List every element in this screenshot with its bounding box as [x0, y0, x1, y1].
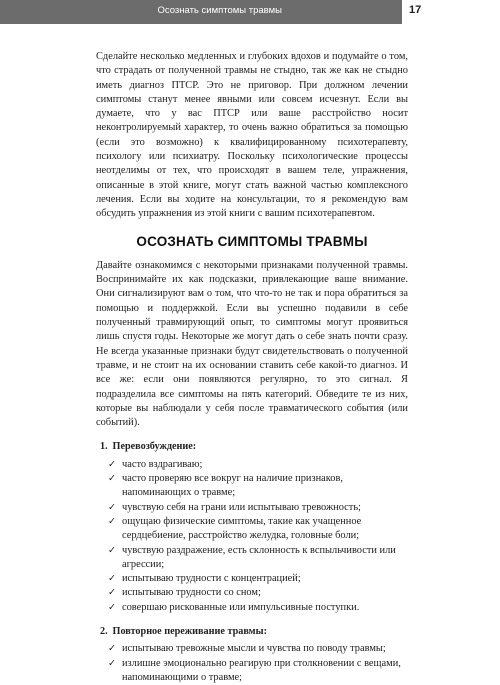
checkmark-icon: ✓	[108, 458, 116, 470]
symptom-text: чувствую себя на грани или испытываю тревожность;	[122, 501, 361, 513]
symptom-item	[100, 472, 408, 501]
checkmark-icon: ✓	[108, 473, 116, 485]
symptom-list	[100, 642, 408, 685]
header-bar	[0, 0, 402, 24]
symptom-item	[100, 515, 408, 544]
symptom-item	[100, 657, 408, 685]
checkmark-icon: ✓	[108, 643, 116, 655]
checkmark-icon: ✓	[108, 501, 116, 513]
category-title-text: Повторное переживание травмы:	[110, 625, 267, 637]
checkmark-icon: ✓	[108, 544, 116, 556]
symptom-item	[100, 572, 408, 586]
running-header	[0, 0, 500, 24]
symptom-categories	[96, 440, 408, 685]
symptom-text: совершаю рискованные или импульсивные поступки.	[122, 601, 360, 613]
symptom-item	[100, 586, 408, 600]
symptom-text: ощущаю физические симптомы, такие как учащенное сердцебиение, расстройство желудка, головные боли;	[122, 515, 362, 542]
symptom-category	[100, 625, 408, 685]
symptom-category	[100, 440, 408, 615]
symptom-text: часто вздрагиваю;	[122, 458, 203, 470]
symptom-item	[100, 601, 408, 615]
symptom-text: испытываю трудности с концентрацией;	[122, 573, 301, 585]
symptom-text: испытываю трудности со сном;	[122, 587, 261, 599]
symptom-item	[100, 501, 408, 515]
section-paragraph: Давайте ознакомимся с некоторыми признаками полученной травмы. Воспринимайте их как подсказки, привлекающие ваше внимание. Они сигнализируют вам о том, что что-то не так и пора обратиться за помощью и поддержкой. Если вы успешно подавили в себе полученный травмирующий опыт, то симптомы могут проявиться лишь спустя годы. Некоторые же могут дать о себе знать почти сразу. Не всегда указанные признаки будут свидетельствовать о полученной травме, и не стоит на их основании ставить себе какой-то диагноз. И все же: если они появляются регулярно, то это сигнал. Я подразделила все симптомы на пять категорий. Обведите те из них, которые вы наблюдали у себя после травматического события (или событий).	[96, 259, 408, 429]
category-number: 2.	[100, 625, 108, 637]
page-content	[96, 50, 408, 685]
checkmark-icon: ✓	[108, 657, 116, 669]
symptom-item	[100, 642, 408, 656]
symptom-text: часто проверяю все вокруг на наличие признаков, напоминающих о травме;	[122, 473, 343, 499]
category-title	[100, 440, 408, 454]
intro-paragraph: Сделайте несколько медленных и глубоких вдохов и подумайте о том, что страдать от полученной травмы не стыдно, так же как не стыдно иметь диагноз ПТСР. Это не приговор. При должном лечении симптомы станут менее явными или совсем исчезнут. Если вы думаете, что у вас ПТСР или ваше расстройство носит неконтролируемый характер, то очень важно обратиться за помощью (если это возможно) к квалифицированному психотерапевту, психологу или психиатру. Поскольку психологические процессы неотделимы от тех, что происходят в вашем теле, упражнения, описанные в этой книге, могут стать важной частью комплексного лечения. Если вы ходите на консультации, то я рекомендую вам обсудить упражнения из этой книги с вашим психотерапевтом.	[96, 51, 408, 220]
section-heading: ОСОЗНАТЬ СИМПТОМЫ ТРАВМЫ	[136, 233, 368, 249]
checkmark-icon: ✓	[108, 587, 116, 599]
running-header-title: Осознать симптомы травмы	[157, 5, 282, 16]
symptom-item	[100, 458, 408, 472]
category-title	[100, 625, 408, 639]
checkmark-icon: ✓	[108, 573, 116, 585]
checkmark-icon: ✓	[108, 515, 116, 527]
category-title-text: Перевозбуждение:	[110, 441, 197, 453]
symptom-item	[100, 544, 408, 573]
symptom-list	[100, 458, 408, 615]
symptom-text: испытываю тревожные мысли и чувства по поводу травмы;	[122, 643, 386, 655]
category-number: 1.	[100, 441, 108, 453]
symptom-text: чувствую раздражение, есть склонность к вспыльчивости или агрессии;	[122, 544, 396, 570]
page-number: 17	[409, 4, 422, 16]
checkmark-icon: ✓	[108, 601, 116, 613]
symptom-text: излишне эмоционально реагирую при столкновении с вещами, напоминающими о травме;	[122, 657, 401, 683]
